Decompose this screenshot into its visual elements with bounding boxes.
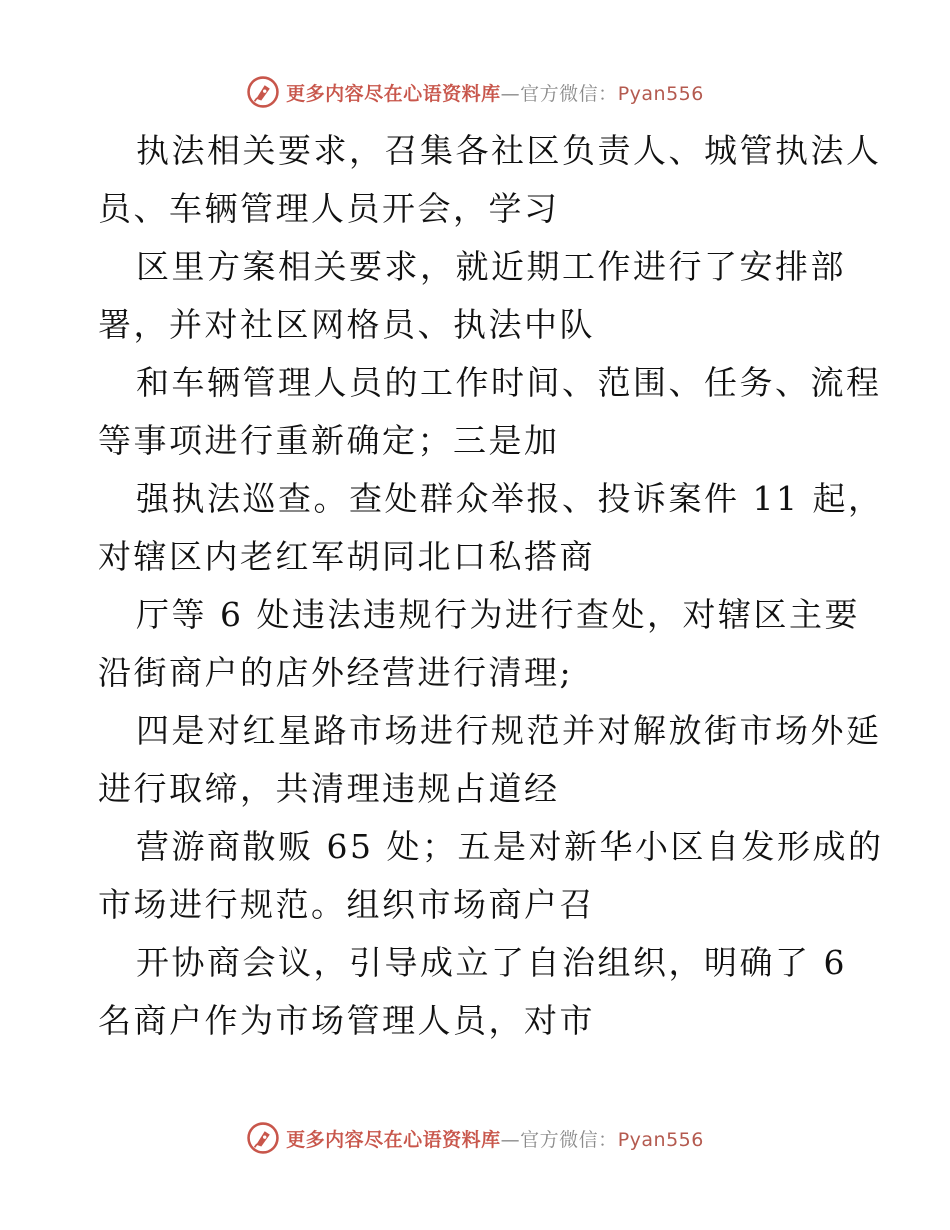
paragraph: [98, 702, 882, 818]
paragraph-line: 执法相关要求，召集各社区负责人、城管执法人: [136, 131, 882, 170]
pen-nib-logo-icon: [246, 75, 280, 109]
paragraph-line: 强执法巡查。查处群众举报、投诉案件 11 起，: [136, 479, 884, 518]
paragraph-line: 市场进行规范。组织市场商户召: [98, 885, 595, 924]
watermark-brand: 更多内容尽在心语资料库: [286, 82, 501, 105]
watermark-wechat-id: Pyan556: [617, 1128, 704, 1151]
footer-watermark: [0, 1118, 950, 1158]
watermark-brand: 更多内容尽在心语资料库: [286, 1128, 501, 1151]
paragraph: [98, 934, 858, 1050]
paragraph-line: 名商户作为市场管理人员，对市: [98, 1001, 595, 1040]
paragraph-line: 进行取缔，共清理违规占道经: [98, 769, 560, 808]
document-body: [98, 122, 884, 1050]
paragraph-line: 署，并对社区网格员、执法中队: [98, 305, 595, 344]
watermark-text: [286, 1125, 704, 1152]
watermark-wechat-label: 官方微信：: [520, 82, 618, 105]
paragraph: [98, 354, 882, 470]
paragraph-line: 区里方案相关要求，就近期工作进行了安排部: [136, 247, 846, 286]
watermark-separator: —: [500, 1128, 521, 1151]
watermark-separator: —: [500, 82, 521, 105]
paragraph-line: 厅等 6 处违法违规行为进行查处，对辖区主要: [136, 595, 860, 634]
paragraph: [98, 122, 882, 238]
paragraph-line: 沿街商户的店外经营进行清理;: [98, 653, 574, 692]
watermark-text: [286, 79, 704, 106]
paragraph: [98, 470, 884, 586]
paragraph-line: 和车辆管理人员的工作时间、范围、任务、流程: [136, 363, 882, 402]
paragraph: [98, 238, 858, 354]
paragraph-line: 四是对红星路市场进行规范并对解放街市场外延: [136, 711, 882, 750]
watermark-wechat-id: Pyan556: [617, 82, 704, 105]
paragraph-line: 对辖区内老红军胡同北口私搭商: [98, 537, 595, 576]
paragraph-line: 员、车辆管理人员开会，学习: [98, 189, 560, 228]
paragraph-line: 等事项进行重新确定；三是加: [98, 421, 560, 460]
paragraph: [98, 818, 884, 934]
header-watermark: [0, 72, 950, 112]
paragraph-line: 开协商会议，引导成立了自治组织，明确了 6: [136, 943, 847, 982]
pen-nib-logo-icon: [246, 1121, 280, 1155]
paragraph-line: 营游商散贩 65 处；五是对新华小区自发形成的: [136, 827, 884, 866]
paragraph: [98, 586, 858, 702]
watermark-wechat-label: 官方微信：: [520, 1128, 618, 1151]
